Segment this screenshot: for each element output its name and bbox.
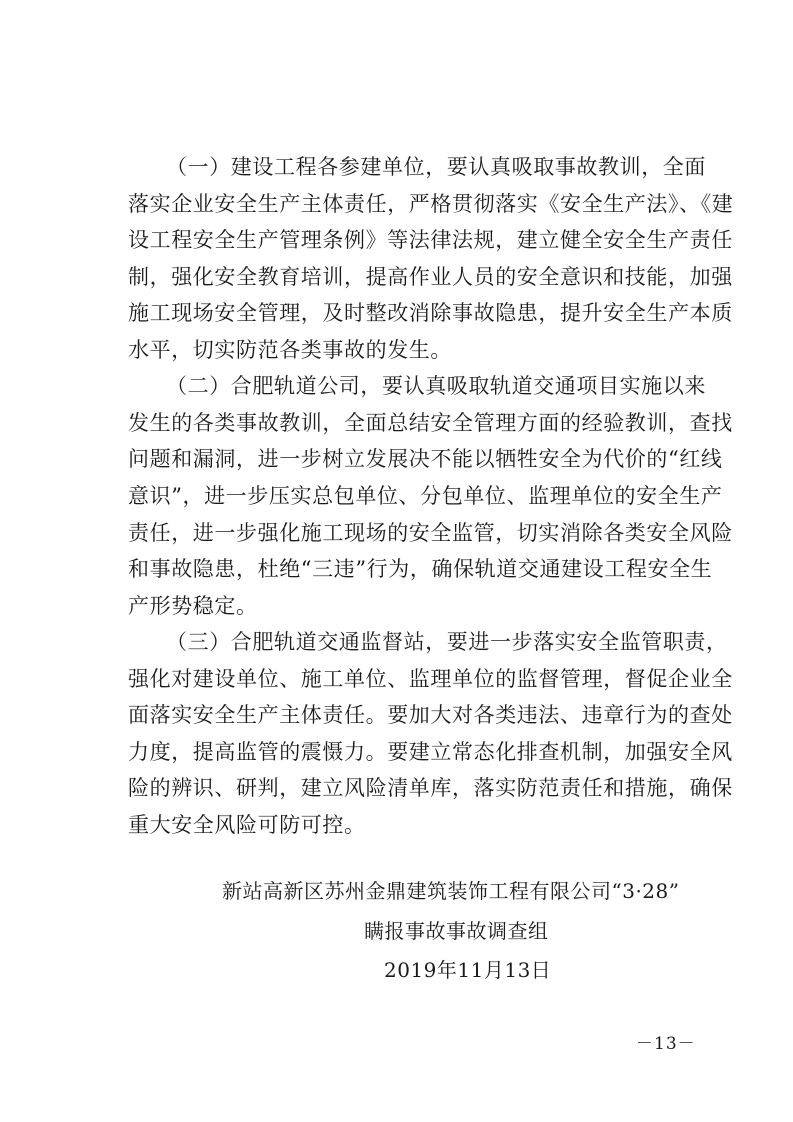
paragraph-line: （一）建设工程各参建单位，要认真吸取事故教训，全面 xyxy=(166,155,706,179)
paragraph-line: 强化对建设单位、施工单位、监理单位的监督管理，督促企业全 xyxy=(128,667,733,691)
paragraph-line: 水平，切实防范各类事故的发生。 xyxy=(128,338,452,362)
paragraph-line: （二）合肥轨道公司，要认真吸取轨道交通项目实施以来 xyxy=(166,374,706,398)
page-number: －13－ xyxy=(636,1034,696,1054)
paragraph-line: 险的辨识、研判，建立风险清单库，落实防范责任和措施，确保 xyxy=(128,776,733,800)
paragraph-line: （三）合肥轨道交通监督站，要进一步落实安全监管职责， xyxy=(166,630,728,654)
paragraph-line: 意识”，进一步压实总包单位、分包单位、监理单位的安全生产 xyxy=(128,484,723,508)
paragraph-line: 和事故隐患，杜绝“三违”行为，确保轨道交通建设工程安全生 xyxy=(128,557,713,581)
signature-organization: 新站高新区苏州金鼎建筑装饰工程有限公司“3·28” xyxy=(222,879,680,903)
paragraph-line: 设工程安全生产管理条例》等法律法规，建立健全安全生产责任 xyxy=(128,228,733,252)
paragraph-line: 制，强化安全教育培训，提高作业人员的安全意识和技能，加强 xyxy=(128,265,733,289)
paragraph-line: 责任，进一步强化施工现场的安全监管，切实消除各类安全风险 xyxy=(128,521,733,545)
paragraph-line: 落实企业安全生产主体责任，严格贯彻落实《安全生产法》、《建 xyxy=(128,192,734,216)
paragraph-line: 发生的各类事故教训，全面总结安全管理方面的经验教训，查找 xyxy=(128,411,733,435)
paragraph-line: 力度，提高监管的震慑力。要建立常态化排查机制，加强安全风 xyxy=(128,740,733,764)
paragraph-line: 面落实安全生产主体责任。要加大对各类违法、违章行为的查处 xyxy=(128,703,733,727)
paragraph-line: 问题和漏洞，进一步树立发展决不能以牺牲安全为代价的“红线 xyxy=(128,447,723,471)
paragraph-line: 产形势稳定。 xyxy=(128,594,258,618)
signature-date: 2019年11月13日 xyxy=(384,958,552,982)
paragraph-line: 重大安全风险可防可控。 xyxy=(128,813,366,837)
signature-group-name: 瞒报事故事故调查组 xyxy=(364,919,549,943)
paragraph-line: 施工现场安全管理，及时整改消除事故隐患，提升安全生产本质 xyxy=(128,301,733,325)
